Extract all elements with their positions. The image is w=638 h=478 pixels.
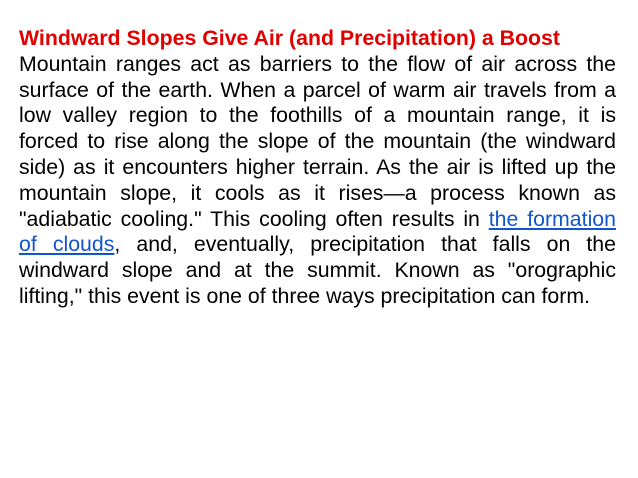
text-block xyxy=(19,26,616,310)
body-paragraph xyxy=(19,52,616,310)
slide-title: Windward Slopes Give Air (and Precipitation) a Boost xyxy=(19,26,560,50)
paragraph-text-after-link: , and, eventually, precipitation that falls on the windward slope and at the summit. Known as "orographic lifting," this event is one of three ways precipitation can form. xyxy=(19,232,616,308)
paragraph-text-before-link: Mountain ranges act as barriers to the flow of air across the surface of the earth. When a parcel of warm air travels from a low valley region to the foothills of a mountain range, it is forced to rise along the slope of the mountain (the windward side) as it encounters higher terrain. As the air is lifted up the mountain slope, it cools as it rises—a process known as "adiabatic cooling." This cooling often results in xyxy=(19,51,616,231)
formation-of-clouds-link[interactable]: the formation of clouds xyxy=(19,206,616,257)
